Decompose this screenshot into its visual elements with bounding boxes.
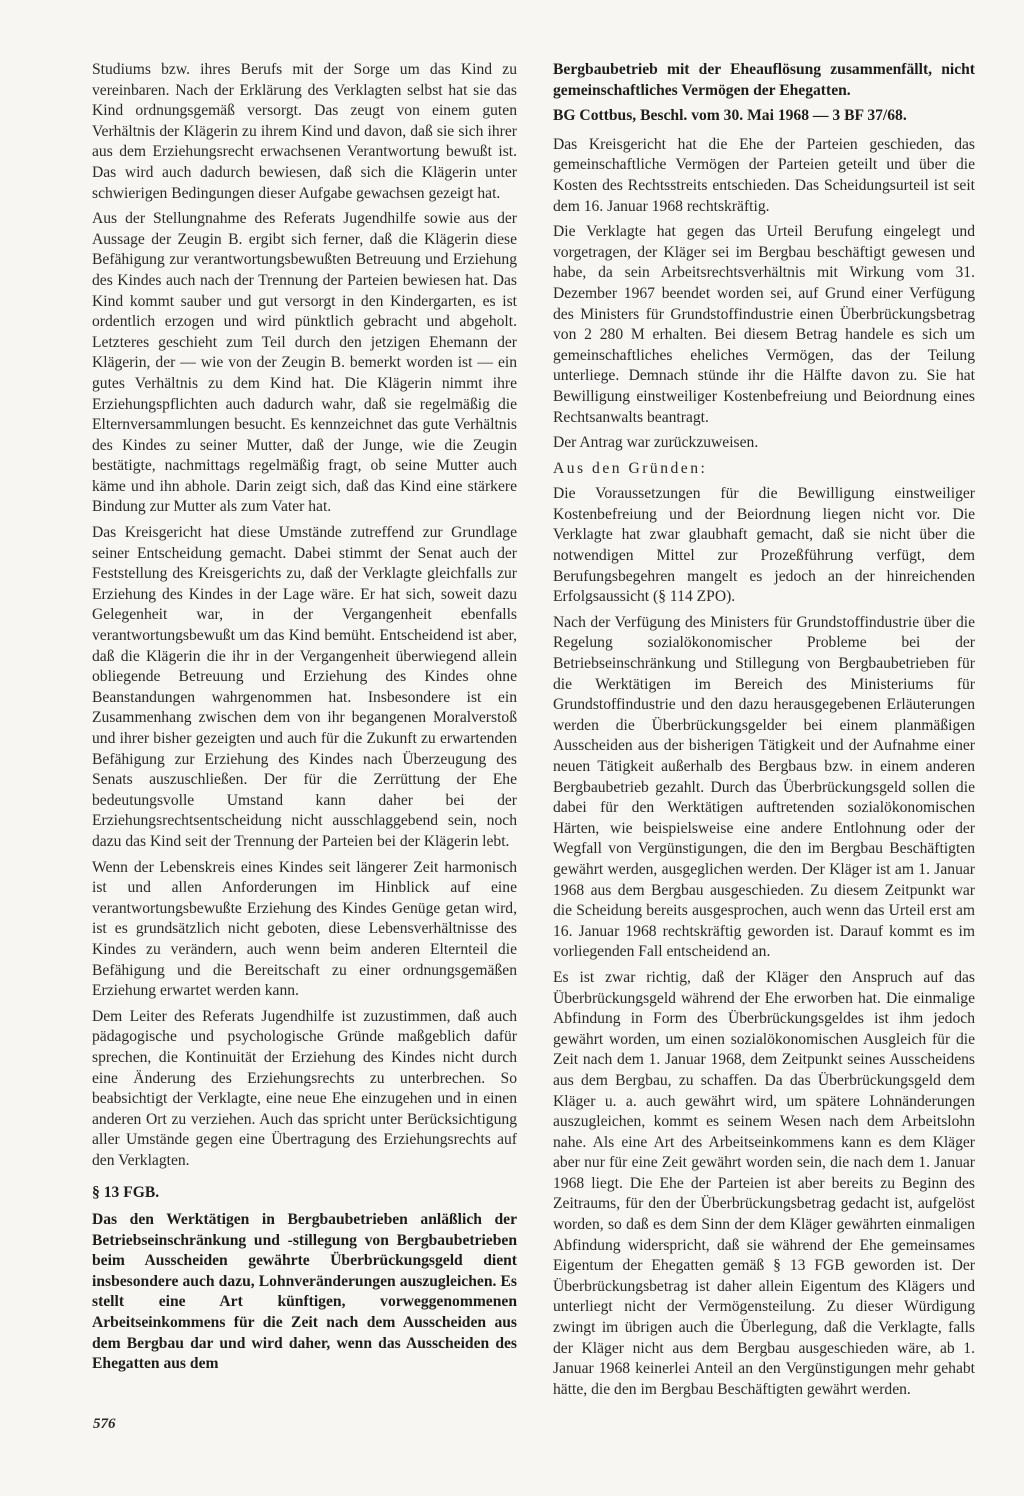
paragraph: Es ist zwar richtig, daß der Kläger den Anspruch auf das Überbrückungsgeld während der Ehe erworben hat. Die einmalige Abfindung in Form des Überbrückungsgeldes ist ihm jedoch gewährt worden, um einen sozialökonomischen Ausgleich für die Zeit nach dem 1. Januar 1968, dem Zeitpunkt seines Ausscheidens aus dem Bergbau, zu schaffen. Da das Überbrückungsgeld dem Kläger u. a. auch gewährt wird, um spätere Lohnänderungen auszugleichen, kommt es seinem Wesen nach dem Arbeitslohn nahe. Als eine Art des Arbeitseinkommens kann es dem Kläger aber nur für eine Zeit gewährt worden sein, die nach dem 1. Januar 1968 liegt. Die Ehe der Parteien ist aber bereits zu Beginn des Zeitraums, für den der Überbrückungsbetrag gedacht ist, aufgelöst worden, so daß es dem Sinn der dem Kläger gewährten einmaligen Abfindung widerspricht, daß sie während der Ehe gemeinsames Eigentum der Ehegatten gemäß § 13 FGB geworden ist. Der Überbrückungsbetrag ist daher allein Eigentum des Klägers und unterliegt nicht der Vermögensteilung. Zu dieser Würdigung zwingt im übrigen auch die Überlegung, daß die Verklagte, falls der Kläger nicht aus dem Bergbau ausgeschieden wäre, ab 1. Januar 1968 keinerlei Anteil an den Vergünstigungen mehr gehabt hätte, die den im Bergbau Beschäftigten gewährt werden.	[553, 968, 975, 1398]
paragraph: Die Voraussetzungen für die Bewilligung einstweiliger Kostenbefreiung und der Beiordnung liegen nicht vor. Die Verklagte hat zwar glaubhaft gemacht, daß sie nicht über die notwendigen Mittel zur Prozeßführung verfügt, dem Berufungsbegehren mangelt es jedoch an der hinreichenden Erfolgsaussicht (§ 114 ZPO).	[553, 485, 975, 606]
headnote: Das den Werktätigen in Bergbaubetrieben anläßlich der Betriebseinschränkung und -stillegung von Bergbaubetrieben beim Ausscheiden gewährte Überbrückungsgeld dient insbesondere auch dazu, Lohnveränderungen auszugleichen. Es stellt eine Art künftigen, vorweggenommenen Arbeitseinkommens für die Zeit nach dem Ausscheiden aus dem Bergbau dar und wird daher, wenn das Ausscheiden des Ehegatten aus dem	[92, 1211, 517, 1373]
paragraph: Dem Leiter des Referats Jugendhilfe ist zuzustimmen, daß auch pädagogische und psychologische Gründe maßgeblich dafür sprechen, die Kontinuität der Erziehung des Kindes nicht durch eine Änderung des Erziehungsrechts zu unterbrechen. So beabsichtigt der Verklagte, eine neue Ehe einzugehen und in einen anderen Ort zu verziehen. Auch das spricht unter Berücksichtigung aller Umstände gegen eine Übertragung des Erziehungsrechts auf den Verklagten.	[92, 1007, 517, 1169]
reasons-heading: Aus den Gründen:	[553, 459, 708, 477]
section-heading: § 13 FGB.	[92, 1184, 160, 1202]
paragraph: Das Kreisgericht hat diese Umstände zutreffend zur Grundlage seiner Entscheidung gemacht. Dabei stimmt der Senat auch der Feststellung des Kreisgerichts zu, daß der Verklagte gleichfalls zur Erziehung des Kindes in der Lage wäre. Er hat sich, soweit dazu Gelegenheit war, in der Vergangenheit ebenfalls verantwortungsbewußt um das Kind bemüht. Entscheidend ist aber, daß die Klägerin die ihr in der Vergangenheit überwiegend allein obliegende Betreuung und Erziehung des Kindes ohne Beanstandungen wahrgenommen hat. Insbesondere ist ein Zusammenhang zwischen dem von ihr begangenen Moralverstoß und ihrer bisher gezeigten und auch für die Zukunft zu erwartenden Befähigung zur Erziehung des Kindes nach Überzeugung des Senats auszuschließen. Der für die Zerrüttung der Ehe bedeutungsvolle Umstand kann daher bei der Erziehungsrechtsentscheidung nicht ausschlaggebend sein, noch dazu das Kind seit der Trennung der Parteien bei der Klägerin lebt.	[92, 524, 517, 850]
paragraph: Das Kreisgericht hat die Ehe der Parteien geschieden, das gemeinschaftliche Vermögen der Parteien geteilt und über die Kosten des Rechtsstreits entschieden. Das Scheidungsurteil ist seit dem 16. Januar 1968 rechtskräftig.	[553, 135, 975, 215]
page-number: 576	[93, 1416, 116, 1432]
headnote-continued: Bergbaubetrieb mit der Eheauflösung zusammenfällt, nicht gemeinschaftliches Vermögen der Ehegatten.	[553, 61, 975, 99]
case-citation: BG Cottbus, Beschl. vom 30. Mai 1968 — 3 BF 37/68.	[553, 107, 907, 125]
paragraph: Die Verklagte hat gegen das Urteil Berufung eingelegt und vorgetragen, der Kläger sei im Bergbau beschäftigt gewesen und habe, da sein Arbeitsrechtsverhältnis mit Wirkung vom 31. Dezember 1967 beendet worden sei, auf Grund einer Verfügung des Ministers für Grundstoffindustrie einen Überbrückungsbetrag von 2 280 M erhalten. Bei diesem Betrag handele es sich um gemeinschaftliches eheliches Vermögen, das der Teilung unterliege. Demnach stünde ihr die Hälfte davon zu. Sie hat Bewilligung einstweiliger Kostenbefreiung und Beiordnung eines Rechtsanwalts beantragt.	[553, 223, 975, 426]
left-column	[92, 60, 517, 1380]
right-column	[553, 60, 975, 1405]
paragraph: Nach der Verfügung des Ministers für Grundstoffindustrie über die Regelung sozialökonomischer Probleme bei der Betriebseinschränkung und Stillegung von Bergbaubetrieben für die Werktätigen im Bereich des Ministeriums für Grundstoffindustrie und den dazu herausgegebenen Erläuterungen werden die Überbrückungsgelder bei einem planmäßigen Ausscheiden aus der bisherigen Tätigkeit und der Aufnahme einer neuen Tätigkeit außerhalb des Bergbaus bzw. in einem anderen Bergbaubetrieb gezahlt. Durch das Überbrückungsgeld sollen die dabei für den Werktätigen auftretenden sozialökonomischen Härten, wie beispielsweise eine andere Entlohnung oder der Wegfall von Vergünstigungen, die den im Bergbau Beschäftigten gewährt werden, ausgeglichen werden. Der Kläger ist am 1. Januar 1968 aus dem Bergbau ausgeschieden. Zu diesem Zeitpunkt war die Scheidung bereits ausgesprochen, auch wenn das Urteil erst am 16. Januar 1968 rechtskräftig geworden ist. Darauf kommt es im vorliegenden Fall entscheidend an.	[553, 613, 975, 961]
paragraph: Studiums bzw. ihres Berufs mit der Sorge um das Kind zu vereinbaren. Nach der Erklärung des Verklagten selbst hat sie das Kind ordnungsgemäß versorgt. Das zeugt von einem guten Verhältnis der Klägerin zu ihrem Kind und davon, daß sie sich ihrer aus dem Erziehungsrecht erwachsenen Verantwortung bewußt ist. Das wird auch dadurch bewiesen, daß sich die Klägerin unter schwierigen Bedingungen dieser Aufgabe gewachsen gezeigt hat.	[92, 61, 517, 202]
paragraph: Wenn der Lebenskreis eines Kindes seit längerer Zeit harmonisch ist und allen Anforderungen im Hinblick auf eine verantwortungsbewußte Erziehung des Kindes Genüge getan wird, ist es grundsätzlich nicht geboten, diese Lebensverhältnisse des Kindes zu verändern, auch wenn beim anderen Elternteil die Befähigung und die Bereitschaft zu einer ordnungsgemäßen Erziehung erwartet werden kann.	[92, 858, 517, 1000]
paragraph: Aus der Stellungnahme des Referats Jugendhilfe sowie aus der Aussage der Zeugin B. ergibt sich ferner, daß die Klägerin diese Befähigung zur verantwortungsbewußten Betreuung und Erziehung des Kindes auch nach der Trennung der Parteien bewiesen hat. Das Kind kommt sauber und gut versorgt in den Kindergarten, es ist ordentlich erzogen und wird pünktlich gebracht und abgeholt. Letzteres geschieht zum Teil durch den jetzigen Ehemann der Klägerin, der — wie von der Zeugin B. bemerkt worden ist — ein gutes Verhältnis zu dem Kind hat. Die Klägerin nimmt ihre Erziehungspflichten auch dadurch wahr, daß sie regelmäßig die Elternversammlungen besucht. Es kennzeichnet das gute Verhältnis des Kindes zu seiner Mutter, daß der Junge, wie die Zeugin bestätigte, nachmittags regelmäßig fragt, ob seine Mutter auch käme und ihn abhole. Darin zeigt sich, daß das Kind eine stärkere Bindung zur Mutter als zum Vater hat.	[92, 210, 517, 516]
paragraph: Der Antrag war zurückzuweisen.	[553, 434, 759, 452]
